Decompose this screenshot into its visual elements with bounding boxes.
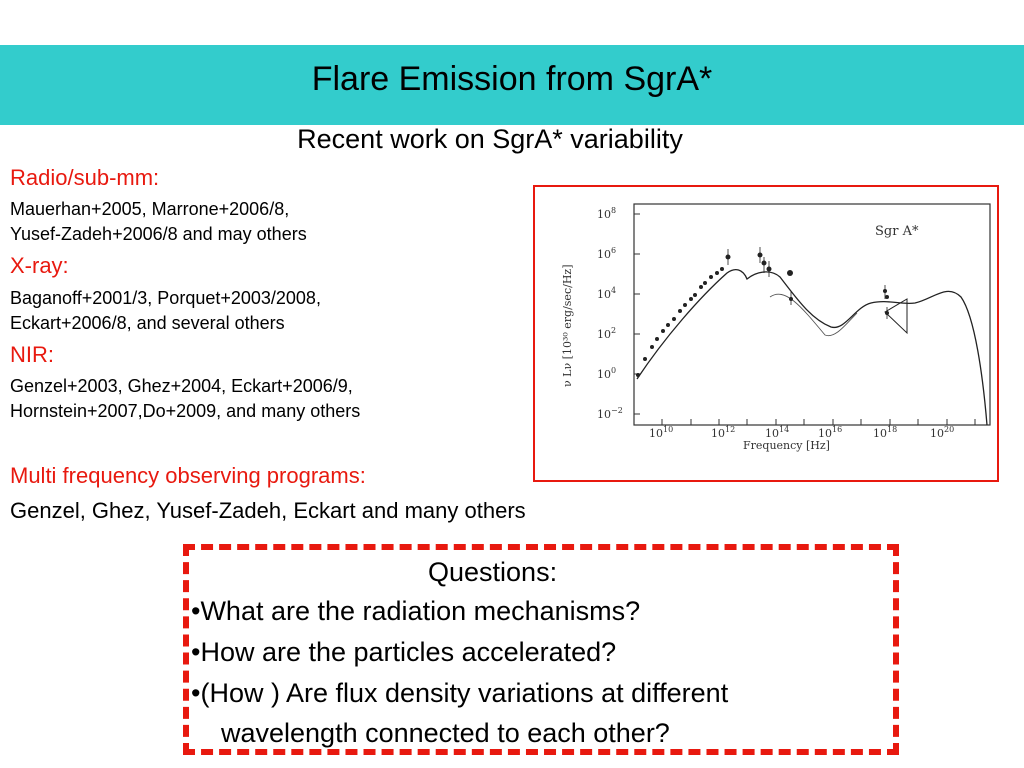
y-tick-label: $10^4$ [597,286,617,301]
x-tick-label: $10^{12}$ [711,425,736,440]
x-tick-label: $10^{20}$ [930,425,955,440]
radio-line-1: Mauerhan+2005, Marrone+2006/8, [10,199,290,219]
y-tick-label: $10^6$ [597,246,617,261]
y-tick-label: $10^0$ [597,366,617,381]
question-3: •(How ) Are flux density variations at different [191,678,729,708]
source-label: Sgr A* [875,224,919,239]
x-tick-label: $10^{10}$ [649,425,674,440]
y-axis-title: ν Lν [10³⁰ erg/sec/Hz] [561,264,574,387]
x-tick-label: $10^{16}$ [818,425,843,440]
question-1: •What are the radiation mechanisms? [191,596,641,626]
questions-heading: Questions: [428,557,558,587]
nir-line-1: Genzel+2003, Ghez+2004, Eckart+2006/9, [10,376,353,396]
xray-heading: X-ray: [10,253,69,278]
sed-error-bars [728,247,887,319]
multi-heading: Multi frequency observing programs: [10,463,366,488]
radio-heading: Radio/sub-mm: [10,165,160,190]
xray-bowtie [885,299,907,333]
slide-title: Flare Emission from SgrA* [311,60,713,98]
radio-line-2: Yusef-Zadeh+2006/8 and may others [10,224,307,244]
slide-subtitle: Recent work on SgrA* variability [297,124,683,154]
x-tick-marks [662,419,975,425]
y-tick-label: $10^8$ [597,206,617,221]
x-tick-label: $10^{18}$ [873,425,898,440]
y-tick-marks [634,214,640,414]
xray-line-1: Baganoff+2001/3, Porquet+2003/2008, [10,288,321,308]
xray-line-2: Eckart+2006/8, and several others [10,313,285,333]
nir-heading: NIR: [10,342,54,367]
multi-line: Genzel, Ghez, Yusef-Zadeh, Eckart and many others [10,498,526,523]
x-tick-label: $10^{14}$ [765,425,790,440]
question-2: •How are the particles accelerated? [191,637,617,667]
sed-plot [535,187,997,480]
sed-figure [533,185,999,482]
y-tick-label: $10^2$ [597,326,617,341]
nir-line-2: Hornstein+2007,Do+2009, and many others [10,401,361,421]
sed-model-curve-secondary [770,294,857,335]
sed-data-points [636,253,889,378]
question-3-continued: wavelength connected to each other? [221,718,670,748]
x-axis-title: Frequency [Hz] [743,439,830,452]
y-tick-label: $10^{-2}$ [597,406,623,421]
sed-model-curve [637,270,987,425]
